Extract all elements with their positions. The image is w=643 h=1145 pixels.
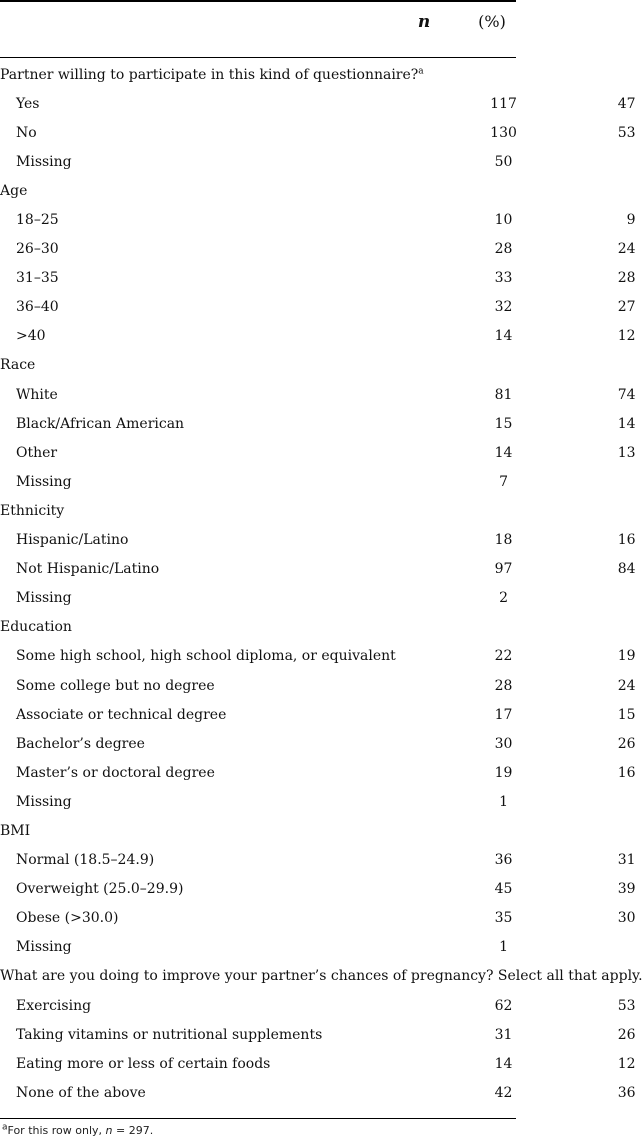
section-title-text: BMI [0, 822, 31, 839]
section-title [0, 351, 643, 380]
row-count: 18 [494, 532, 513, 549]
row-label: White [16, 386, 58, 403]
row-label: None of the above [16, 1084, 146, 1101]
section-header-row [0, 60, 643, 89]
row-percent: 36 [617, 1084, 636, 1101]
row-percent: 14 [617, 415, 636, 432]
row-label: Obese (>30.0) [16, 910, 119, 927]
table-row [0, 147, 643, 176]
table-row [0, 205, 643, 234]
row-label: Associate or technical degree [16, 706, 227, 723]
table-row [0, 89, 643, 118]
row-percent: 28 [617, 270, 636, 287]
row-percent [596, 584, 643, 613]
row-count: 1 [499, 939, 508, 956]
row-label: >40 [16, 328, 46, 345]
row-percent [596, 147, 643, 176]
section-title [0, 613, 643, 642]
table-row [0, 584, 643, 613]
table-footnote [2, 1124, 153, 1137]
row-count: 14 [494, 1055, 513, 1072]
row-percent: 84 [617, 561, 636, 578]
table-row [0, 235, 643, 264]
table-row [0, 933, 643, 962]
row-count: 1 [499, 793, 508, 810]
row-count: 45 [494, 881, 513, 898]
table-row [0, 118, 643, 147]
table-row [0, 1078, 643, 1107]
row-count: 117 [490, 95, 517, 112]
table-row [0, 409, 643, 438]
section-title [0, 60, 643, 89]
table-header [0, 0, 516, 58]
table-row [0, 671, 643, 700]
row-count: 28 [494, 241, 513, 258]
row-percent: 24 [617, 241, 636, 258]
footnote-marker: a [418, 65, 424, 76]
section-title-text: Ethnicity [0, 502, 65, 519]
row-label: Yes [16, 95, 40, 112]
column-header-n: n [417, 12, 431, 32]
row-count: 31 [494, 1026, 513, 1043]
table-row [0, 322, 643, 351]
table-row [0, 380, 643, 409]
row-count: 97 [494, 561, 513, 578]
row-count: 10 [494, 212, 513, 229]
section-title [0, 496, 643, 525]
section-header-row [0, 816, 643, 845]
row-percent: 12 [617, 328, 636, 345]
section-header-row [0, 496, 643, 525]
row-label: Missing [16, 590, 72, 607]
row-percent: 31 [617, 852, 636, 869]
row-count: 19 [494, 764, 513, 781]
row-label: Master’s or doctoral degree [16, 764, 215, 781]
row-label: 26–30 [16, 241, 59, 258]
row-percent: 74 [617, 386, 636, 403]
row-count: 14 [494, 444, 513, 461]
footnote-marker: a [2, 1122, 8, 1133]
table-row [0, 293, 643, 322]
row-count: 7 [499, 473, 508, 490]
section-header-row [0, 351, 643, 380]
table-row [0, 555, 643, 584]
table-row [0, 991, 643, 1020]
row-label: Hispanic/Latino [16, 532, 129, 549]
row-label: No [16, 124, 37, 141]
row-percent [596, 787, 643, 816]
row-count: 81 [494, 386, 513, 403]
row-percent: 19 [617, 648, 636, 665]
row-count: 22 [494, 648, 513, 665]
table-row [0, 700, 643, 729]
row-count: 62 [494, 997, 513, 1014]
row-count: 50 [494, 153, 513, 170]
row-percent: 24 [617, 677, 636, 694]
row-percent: 15 [617, 706, 636, 723]
section-header-row [0, 176, 643, 205]
row-percent: 53 [617, 997, 636, 1014]
table-row [0, 467, 643, 496]
table-row [0, 875, 643, 904]
table-row [0, 787, 643, 816]
table-body [0, 60, 643, 1107]
column-header-percent: (%) [478, 12, 506, 31]
row-label: Taking vitamins or nutritional supplements [16, 1026, 323, 1043]
row-label: Not Hispanic/Latino [16, 561, 160, 578]
table-row [0, 758, 643, 787]
footnote-tail: = 297. [112, 1124, 154, 1137]
section-title [0, 962, 643, 991]
section-title-text: Education [0, 619, 72, 636]
section-header-row [0, 613, 643, 642]
table-row [0, 904, 643, 933]
row-count: 28 [494, 677, 513, 694]
demographics-table [0, 60, 643, 1107]
table-row [0, 642, 643, 671]
row-count: 30 [494, 735, 513, 752]
row-label: Missing [16, 153, 72, 170]
row-label: 18–25 [16, 212, 59, 229]
row-percent: 26 [617, 735, 636, 752]
section-title-text: Age [0, 182, 28, 199]
table-row [0, 438, 643, 467]
row-label: 31–35 [16, 270, 59, 287]
table-row [0, 264, 643, 293]
section-title-text: Partner willing to participate in this kind of questionnaire? [0, 66, 419, 83]
row-count: 42 [494, 1084, 513, 1101]
row-percent: 16 [617, 764, 636, 781]
row-percent: 39 [617, 881, 636, 898]
row-count: 15 [494, 415, 513, 432]
row-label: Black/African American [16, 415, 185, 432]
row-count: 130 [490, 124, 517, 141]
section-title [0, 816, 643, 845]
header-rule [0, 57, 516, 58]
row-count: 2 [499, 590, 508, 607]
footnote-variable: n [105, 1124, 113, 1137]
table-row [0, 729, 643, 758]
row-label: Eating more or less of certain foods [16, 1055, 271, 1072]
table-row [0, 1020, 643, 1049]
row-count: 14 [494, 328, 513, 345]
row-percent: 53 [617, 124, 636, 141]
row-count: 35 [494, 910, 513, 927]
section-title-text: What are you doing to improve your partner’s chances of pregnancy? Select all that apply. [0, 967, 643, 984]
row-count: 32 [494, 299, 513, 316]
row-count: 36 [494, 852, 513, 869]
row-percent: 12 [617, 1055, 636, 1072]
table-row [0, 846, 643, 875]
row-label: Some college but no degree [16, 677, 215, 694]
row-label: Missing [16, 793, 72, 810]
row-label: Exercising [16, 997, 92, 1014]
row-count: 17 [494, 706, 513, 723]
table-bottom-rule [0, 1118, 516, 1119]
table-row [0, 1049, 643, 1078]
section-title [0, 176, 643, 205]
row-percent: 27 [617, 299, 636, 316]
row-label: Some high school, high school diploma, or equivalent [16, 648, 396, 665]
row-percent [596, 933, 643, 962]
row-label: Normal (18.5–24.9) [16, 852, 155, 869]
table-row [0, 526, 643, 555]
row-label: Other [16, 444, 58, 461]
row-percent [596, 467, 643, 496]
row-percent: 9 [626, 212, 636, 229]
footnote-text: For this row only, [7, 1124, 106, 1137]
row-percent: 26 [617, 1026, 636, 1043]
row-label: 36–40 [16, 299, 59, 316]
row-label: Bachelor’s degree [16, 735, 145, 752]
row-percent: 30 [617, 910, 636, 927]
row-label: Missing [16, 473, 72, 490]
row-percent: 16 [617, 532, 636, 549]
row-percent: 13 [617, 444, 636, 461]
row-percent: 47 [617, 95, 636, 112]
section-header-row [0, 962, 643, 991]
row-label: Missing [16, 939, 72, 956]
row-count: 33 [494, 270, 513, 287]
section-title-text: Race [0, 357, 36, 374]
row-label: Overweight (25.0–29.9) [16, 881, 184, 898]
